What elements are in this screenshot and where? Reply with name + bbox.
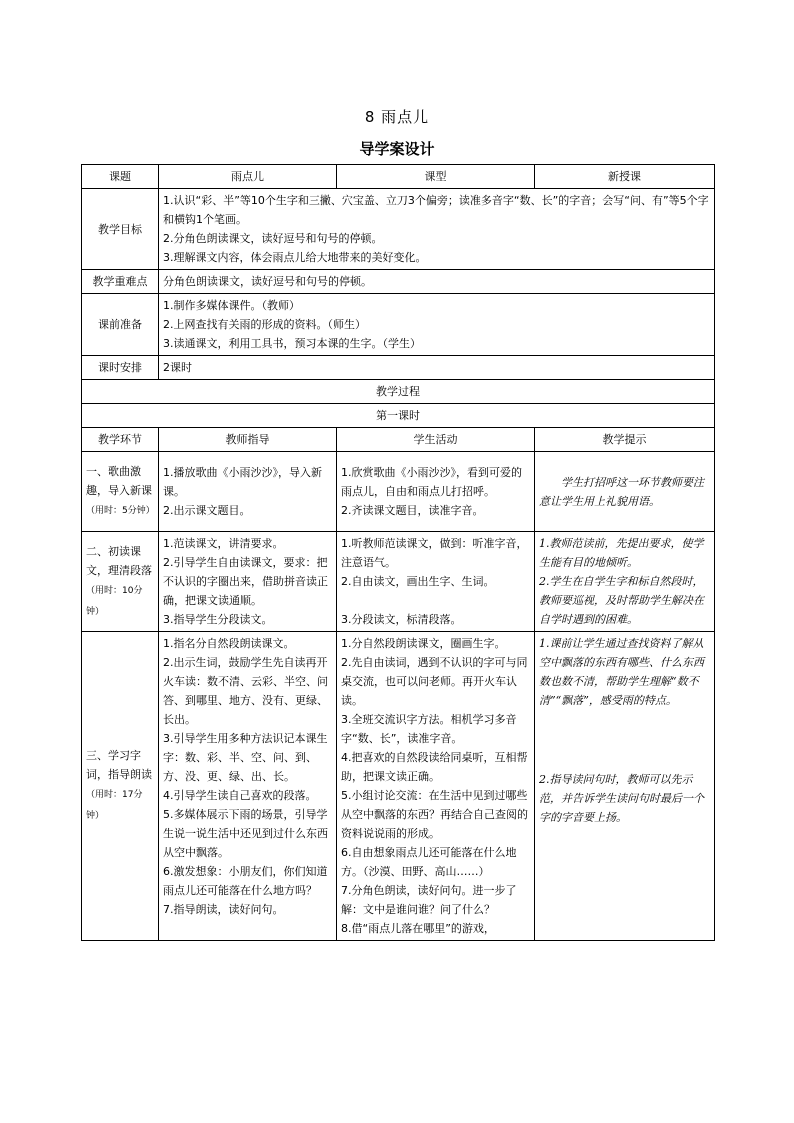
- goal-item: 1.认识“彩、半”等10个生字和三撇、穴宝盖、立刀3个偏旁；读准多音字“数、长”的字音；会写“问、有”等5个字和横钩1个笔画。: [163, 194, 709, 226]
- student-cell: [337, 632, 535, 941]
- teacher-item: 2.出示课文题目。: [163, 504, 251, 517]
- student-item: 6.自由想象雨点儿还可能落在什么地方。（沙漠、田野、高山……）: [341, 846, 517, 878]
- tip-item: 2.指导读问句时，教师可以先示范，并告诉学生读问句时最后一个字的字音要上扬。: [539, 773, 704, 824]
- stage-name: 二、初读课文，理清段落: [86, 544, 152, 577]
- stage-cell: [82, 632, 159, 941]
- student-item: 3.分段读文，标清段落。: [341, 613, 462, 626]
- tips-cell: [535, 452, 715, 532]
- stage-cell: [82, 452, 159, 532]
- teacher-item: 4.引导学生读自己喜欢的段落。: [163, 789, 317, 802]
- process-title: 教学过程: [82, 380, 715, 404]
- tip-item: 1.课前让学生通过查找资料了解从空中飘落的东西有哪些、什么东西数也数不清，帮助学生理解“数不清”“飘落”，感受雨的特点。: [539, 637, 704, 707]
- teacher-item: 5.多媒体展示下雨的场景，引导学生说一说生活中还见到过什么东西从空中飘落。: [163, 808, 328, 859]
- goals-label: 教学目标: [82, 189, 159, 270]
- student-item: 2.齐读课文题目，读准字音。: [341, 504, 484, 517]
- document-title: 8 雨点儿: [364, 108, 430, 126]
- tip-item: 学生打招呼这一环节教师要注意让学生用上礼貌用语。: [539, 475, 704, 508]
- teacher-item: 1.播放歌曲《小雨沙沙》，导入新课。: [163, 466, 322, 498]
- teacher-item: 3.指导学生分段读文。: [163, 613, 273, 626]
- student-cell: [337, 532, 535, 632]
- student-item: 1.欣赏歌曲《小雨沙沙》，看到可爱的雨点儿，自由和雨点儿打招呼。: [341, 466, 522, 498]
- teacher-cell: [159, 532, 337, 632]
- columns-row: [82, 428, 715, 452]
- student-item: 2.自由读文，画出生字、生词。: [341, 575, 495, 588]
- tips-cell: [535, 632, 715, 941]
- teacher-item: 6.激发想象：小朋友们，你们知道雨点儿还可能落在什么地方吗？: [163, 865, 328, 897]
- header-cell-type-value: 新授课: [535, 165, 715, 189]
- stage-cell: [82, 532, 159, 632]
- student-item: 8.借“雨点儿落在哪里”的游戏，: [341, 922, 495, 935]
- header-cell-type: 课型: [337, 165, 535, 189]
- stage-time: （用时：5分钟）: [86, 506, 155, 516]
- header-cell-topic-value: 雨点儿: [159, 165, 337, 189]
- col-stage: 教学环节: [82, 428, 159, 452]
- lesson-title-row: [82, 404, 715, 428]
- tip-item: 1.教师范读前，先提出要求，使学生能有目的地倾听。: [539, 537, 704, 569]
- prep-item: 1.制作多媒体课件。（教师）: [163, 299, 300, 312]
- header-cell-topic: 课题: [82, 165, 159, 189]
- keypoint-row: [82, 270, 715, 294]
- teacher-cell: [159, 452, 337, 532]
- stage-row: [82, 532, 715, 632]
- schedule-content: 2课时: [159, 356, 715, 380]
- stage-name: 三、学习字词，指导朗读: [86, 749, 152, 781]
- teacher-item: 2.引导学生自由读课文，要求：把不认识的字圈出来，借助拼音读正确，把课文读通顺。: [163, 556, 328, 607]
- tips-cell: [535, 532, 715, 632]
- goals-content: [159, 189, 715, 270]
- teacher-item: 1.范读课文，讲清要求。: [163, 537, 284, 550]
- student-item: 3.全班交流识字方法。相机学习多音字“数、长”，读准字音。: [341, 713, 517, 745]
- stage-row: [82, 632, 715, 941]
- tip-item: 2.学生在自学生字和标自然段时，教师要巡视，及时帮助学生解决在自学时遇到的困难。: [539, 575, 704, 626]
- prep-content: [159, 294, 715, 356]
- teacher-item: 2.出示生词，鼓励学生先自读再开火车读：数不清、云彩、半空、问答、到哪里、地方、没有、更绿、长出。: [163, 656, 328, 726]
- student-item: 7.分角色朗读，读好问句。进一步了解：文中是谁问谁？问了什么？: [341, 884, 517, 916]
- student-item: 2.先自由读词，遇到不认识的字可与同桌交流，也可以问老师。再开火车认读。: [341, 656, 528, 707]
- student-item: 5.小组讨论交流：在生活中见到过哪些从空中飘落的东西？再结合自己查阅的资料说说雨的形成。: [341, 789, 528, 840]
- process-title-row: [82, 380, 715, 404]
- prep-row: [82, 294, 715, 356]
- teacher-item: 1.指名分自然段朗读课文。: [163, 637, 295, 650]
- schedule-row: [82, 356, 715, 380]
- col-student: 学生活动: [337, 428, 535, 452]
- goal-item: 2.分角色朗读课文，读好逗号和句号的停顿。: [163, 232, 383, 245]
- teacher-item: 7.指导朗读，读好问句。: [163, 903, 284, 916]
- stage-name: 一、歌曲激趣，导入新课: [86, 465, 152, 497]
- keypoint-content: 分角色朗读课文，读好逗号和句号的停顿。: [159, 270, 715, 294]
- prep-item: 2.上网查找有关雨的形成的资料。（师生）: [163, 318, 366, 331]
- stage-time: （用时：10分钟）: [86, 585, 143, 617]
- student-item: 1.听教师范读课文，做到：听准字音，注意语气。: [341, 537, 528, 569]
- document-subtitle: 导学案设计: [359, 140, 435, 158]
- col-tips: 教学提示: [535, 428, 715, 452]
- teacher-cell: [159, 632, 337, 941]
- student-item: 4.把喜欢的自然段读给同桌听，互相帮助，把课文读正确。: [341, 751, 528, 783]
- stage-row: [82, 452, 715, 532]
- student-item: 1.分自然段朗读课文，圈画生字。: [341, 637, 506, 650]
- prep-item: 3.读通课文，利用工具书，预习本课的生字。（学生）: [163, 337, 421, 350]
- schedule-label: 课时安排: [82, 356, 159, 380]
- goals-row: [82, 189, 715, 270]
- keypoint-label: 教学重难点: [82, 270, 159, 294]
- teacher-item: 3.引导学生用多种方法识记本课生字：数、彩、半、空、问、到、方、没、更、绿、出、长。: [163, 732, 328, 783]
- prep-label: 课前准备: [82, 294, 159, 356]
- student-cell: [337, 452, 535, 532]
- header-row: [82, 165, 715, 189]
- lesson-title: 第一课时: [82, 404, 715, 428]
- lesson-plan-table: [81, 164, 715, 941]
- stage-time: （用时：17分钟）: [86, 790, 143, 821]
- goal-item: 3.理解课文内容，体会雨点儿给大地带来的美好变化。: [163, 251, 427, 264]
- col-teacher: 教师指导: [159, 428, 337, 452]
